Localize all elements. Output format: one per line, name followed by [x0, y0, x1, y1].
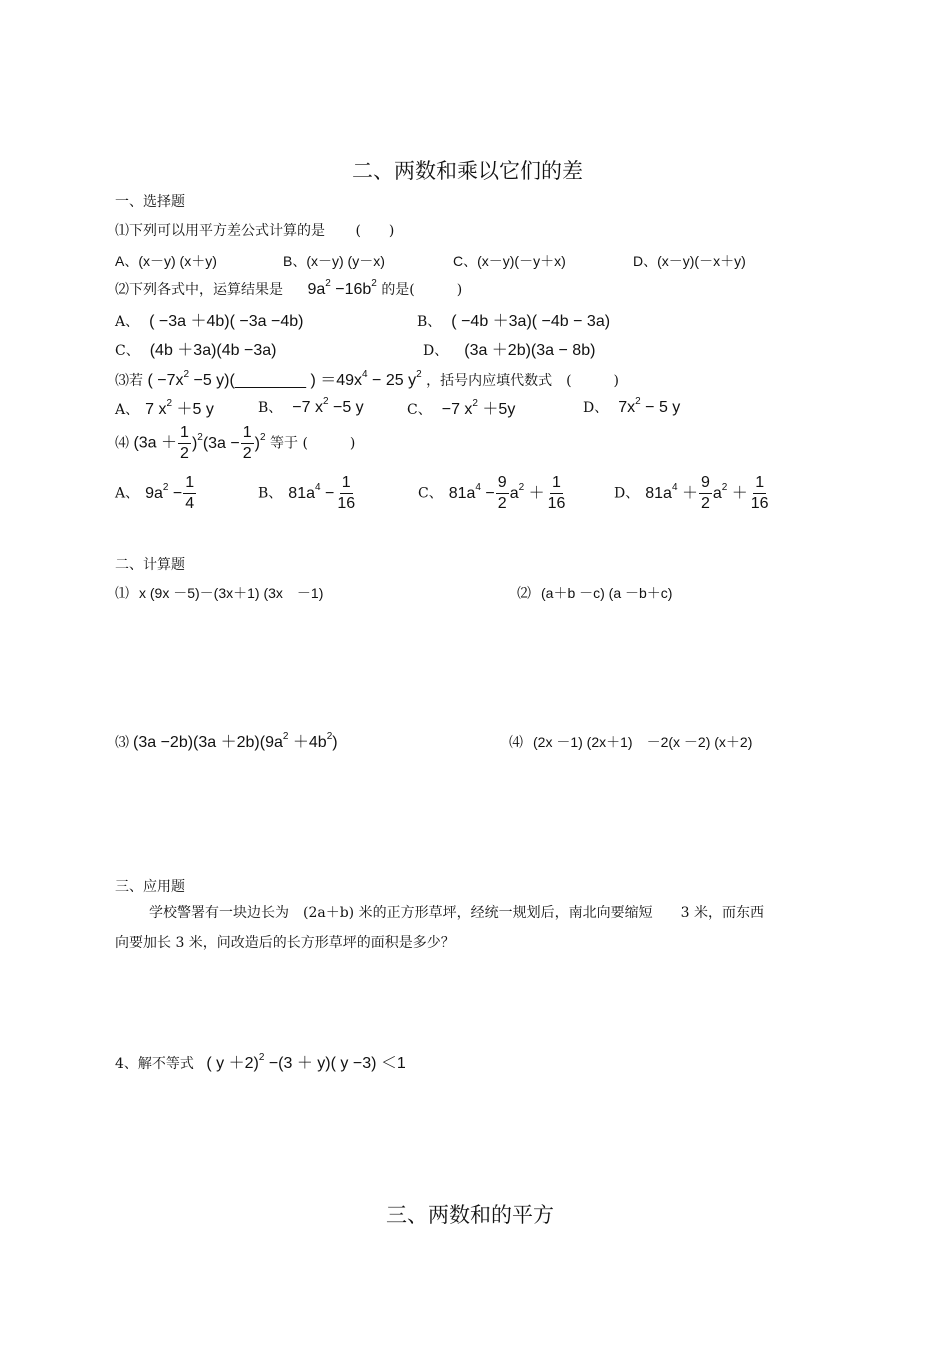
- calc-problem-2: ⑵ (a＋b －c) (a －b＋c): [517, 585, 673, 602]
- page-title: 二、两数和乘以它们的差: [352, 159, 583, 183]
- q4-option-b: B、 $81a^4$ − $\frac{1}{16}$: [258, 474, 356, 512]
- q3-stem: ⑶若 ( $-7x^2 -5$ y)(________ ) $=49x^4 - 25$ $y^2$ ，括号内应填代数式 ( ): [115, 369, 620, 389]
- q1-stem: [115, 220, 394, 240]
- q1-option-d: D、(x－y)(－x＋y): [633, 253, 746, 269]
- calc-problem-4: ⑷ (2x －1) (2x＋1) －2(x －2) (x＋2): [509, 734, 753, 751]
- q2-option-c: C、 (4b ＋3a)(4b −3a): [115, 342, 277, 359]
- q1-answer-paren: ( ): [355, 223, 395, 239]
- inequality-problem: 4、解不等式 ( y ＋2)$^2$ −(3 ＋ y)( y −3) ＜1: [115, 1052, 406, 1072]
- q3-option-c: C、 −7 $x^2 +5y$: [407, 398, 516, 418]
- calc-problem-3: ⑶ $(3a -2b)(3a +2b)(9a^2 +4b^2)$: [115, 731, 338, 751]
- q1-option-a: A、(x－y) (x＋y): [115, 253, 217, 269]
- q1-option-b: B、(x－y) (y－x): [283, 253, 385, 269]
- q2-option-b: B、 ( −4b ＋3a)( −4b − 3a): [417, 313, 611, 330]
- q2-stem-text: ⑵下列各式中，运算结果是: [115, 282, 283, 298]
- section-heading-application: 三、应用题: [115, 879, 185, 895]
- q3-expression: ( $-7x^2 -5$ y)(________ ) $=49x^4 - 25$ $y^2$: [147, 369, 422, 389]
- application-line-2: 向要加长 3 米，问改造后的长方形草坪的面积是多少？: [115, 935, 455, 951]
- q2-expression: $9a^2 -16b^2$: [307, 278, 377, 298]
- section-heading-choice: 一、选择题: [115, 194, 185, 210]
- section-heading-calc: 二、计算题: [115, 557, 185, 573]
- q3-option-a: A、 7 $x^2 +5$ y: [115, 398, 214, 418]
- q1-option-c: C、(x－y)(－y＋x): [453, 253, 566, 269]
- q3-option-d: D、 $7x^2 - 5$ y: [583, 396, 681, 416]
- q4-option-a: A、 $9a^2$ − $\frac{1}{4}$: [115, 474, 195, 512]
- application-line-1: 学校警署有一块边长为 (2a＋b) 米的正方形草坪，经统一规划后，南北向要缩短 3 米，而东西: [149, 905, 764, 921]
- calc-problem-1: ⑴ x (9x －5)－(3x＋1) (3x －1): [115, 585, 324, 602]
- q4-option-d: D、 $81a^4$ ＋ $\frac{9}{2}$ $a^2$ ＋ $\frac{1}{16}$: [614, 474, 769, 512]
- application-problem: [115, 898, 830, 958]
- next-section-title: 三、两数和的平方: [386, 1203, 554, 1227]
- q2-option-d: D、 (3a ＋2b)(3a − 8b): [423, 342, 596, 359]
- q1-stem-text: ⑴下列可以用平方差公式计算的是: [115, 223, 325, 239]
- q4-option-c: C、 $81a^4$ − $\frac{9}{2}$ $a^2$ ＋ $\frac{1}{16}$: [418, 474, 566, 512]
- q4-stem: ⑷ (3a ＋ $\frac{1}{2}$ )$^2$(3a − $\frac{1}{2}$ )$^2$ 等于 ( ): [115, 424, 356, 462]
- q3-option-b: B、 −7 $x^2 -5$ y: [258, 396, 364, 416]
- q2-option-a: A、 ( −3a ＋4b)( −3a −4b): [115, 313, 304, 330]
- q2-stem: [115, 278, 462, 299]
- q2-tail: 的是( ): [381, 282, 463, 298]
